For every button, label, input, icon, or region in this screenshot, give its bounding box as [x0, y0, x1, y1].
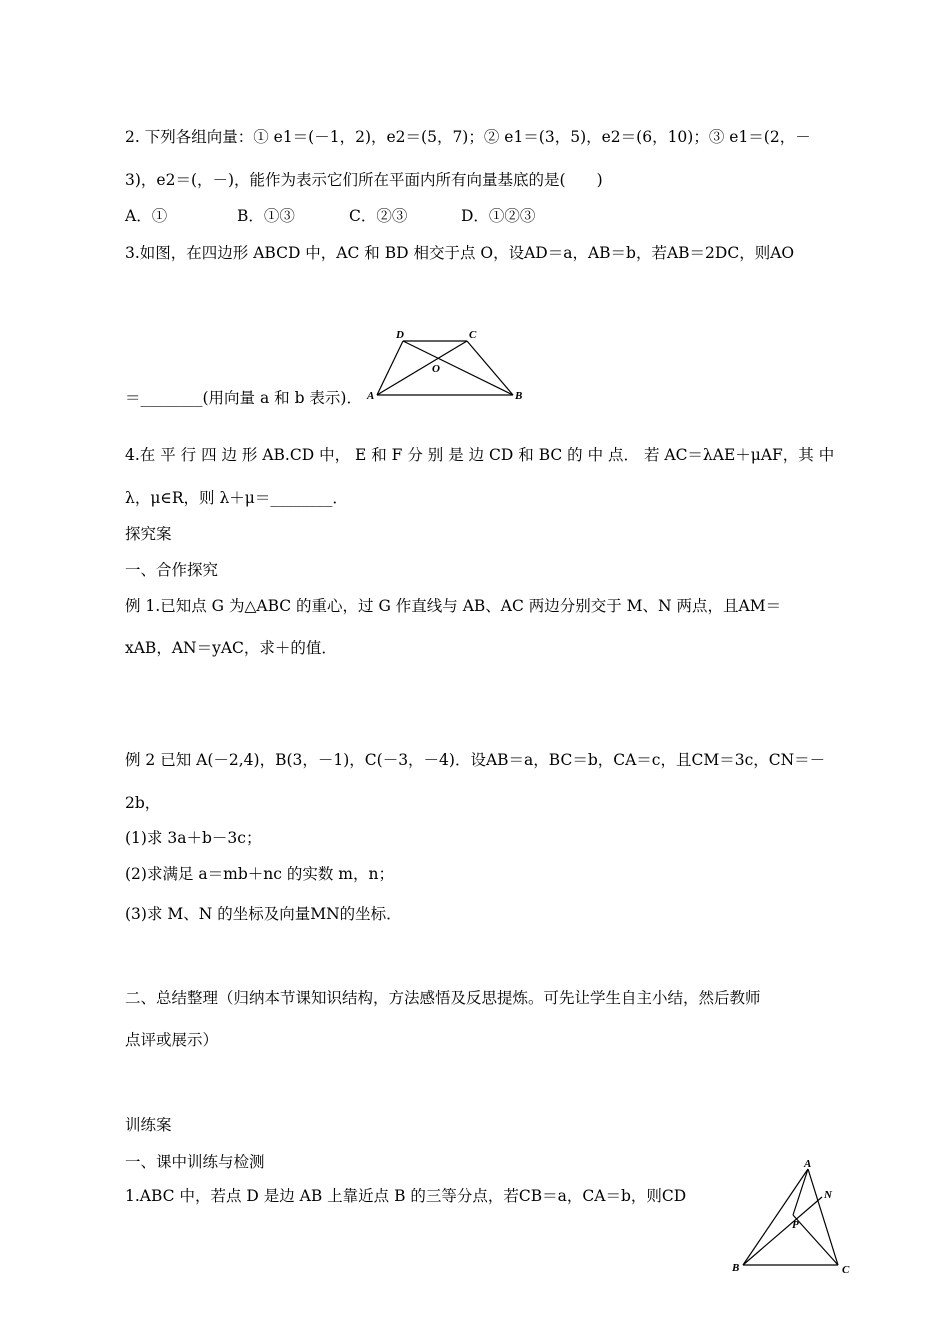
segment-ap: [793, 1169, 808, 1215]
q2-option-d: D．①②③: [461, 207, 536, 225]
diagonal-bd: [403, 341, 513, 395]
section-explore: 探究案: [125, 525, 172, 543]
q2-options: [125, 206, 535, 226]
example2-part2: (2)求满足 a＝mb＋nc 的实数 m，n；: [125, 865, 394, 883]
label-a: A: [367, 390, 375, 402]
label-b: B: [515, 390, 523, 402]
example2-line1: 例 2 已知 A(－2,4)，B(3，－1)，C(－3，－4)．设AB＝a，BC＝b，CA＝c，且CM＝3c，CN＝－: [125, 751, 826, 769]
triangle-figure: [728, 1155, 858, 1280]
label-a: A: [804, 1158, 812, 1170]
segment-pc: [793, 1215, 838, 1265]
summary-line2: 点评或展示）: [125, 1031, 219, 1049]
q2-line1: 2. 下列各组向量：① e1＝(－1，2)，e2＝(5，7)；② e1＝(3，5)，e2＝(6，10)；③ e1＝(2，－: [125, 128, 811, 146]
label-n: N: [824, 1189, 832, 1201]
label-c: C: [842, 1264, 850, 1276]
training1-line1: 1.ABC 中，若点 D 是边 AB 上靠近点 B 的三等分点，若CB＝a，CA＝b，则CD: [125, 1187, 687, 1205]
sub-cooperative: 一、合作探究: [125, 561, 219, 579]
q2-line2: 3)，e2＝(，－)，能作为表示它们所在平面内所有向量基底的是( ): [125, 171, 603, 189]
q4-line2: λ，μ∈R，则 λ＋μ＝________．: [125, 489, 348, 507]
example2-part1: (1)求 3a＋b－3c；: [125, 829, 262, 847]
segment-cb: [467, 341, 513, 395]
segment-ac: [808, 1169, 838, 1265]
q2-option-c: C．②③: [349, 207, 408, 225]
summary-line1: 二、总结整理（归纳本节课知识结构，方法感悟及反思提炼。可先让学生自主小结，然后教师: [125, 989, 761, 1007]
example1-line1: 例 1.已知点 G 为△ABC 的重心，过 G 作直线与 AB、AC 两边分别交于 M、N 两点，且AM＝: [125, 597, 782, 615]
label-d: D: [396, 329, 404, 341]
q2-option-b: B．①③: [237, 207, 295, 225]
q2-option-a: A．①: [125, 207, 168, 225]
q4-line1: 4.在 平 行 四 边 形 AB.CD 中， E 和 F 分 别 是 边 CD 和 BC 的 中 点． 若 AC＝λAE＋μAF，其 中: [125, 446, 835, 464]
quadrilateral-figure: [365, 328, 525, 406]
label-c: C: [469, 329, 477, 341]
label-o: O: [432, 363, 440, 375]
example1-line2: xAB，AN＝yAC，求＋的值．: [125, 639, 337, 657]
label-p: P: [792, 1219, 799, 1231]
label-b: B: [732, 1262, 740, 1274]
example2-line2: 2b，: [125, 794, 161, 812]
q3-line1: 3.如图，在四边形 ABCD 中，AC 和 BD 相交于点 O，设AD＝a，AB＝b，若AB＝2DC，则AO: [125, 244, 795, 262]
example2-part3: (3)求 M、N 的坐标及向量MN的坐标．: [125, 905, 402, 923]
section-training: 训练案: [125, 1116, 172, 1134]
sub-class-training: 一、课中训练与检测: [125, 1153, 265, 1171]
q3-line2: ＝________(用向量 a 和 b 表示)．: [125, 389, 362, 407]
